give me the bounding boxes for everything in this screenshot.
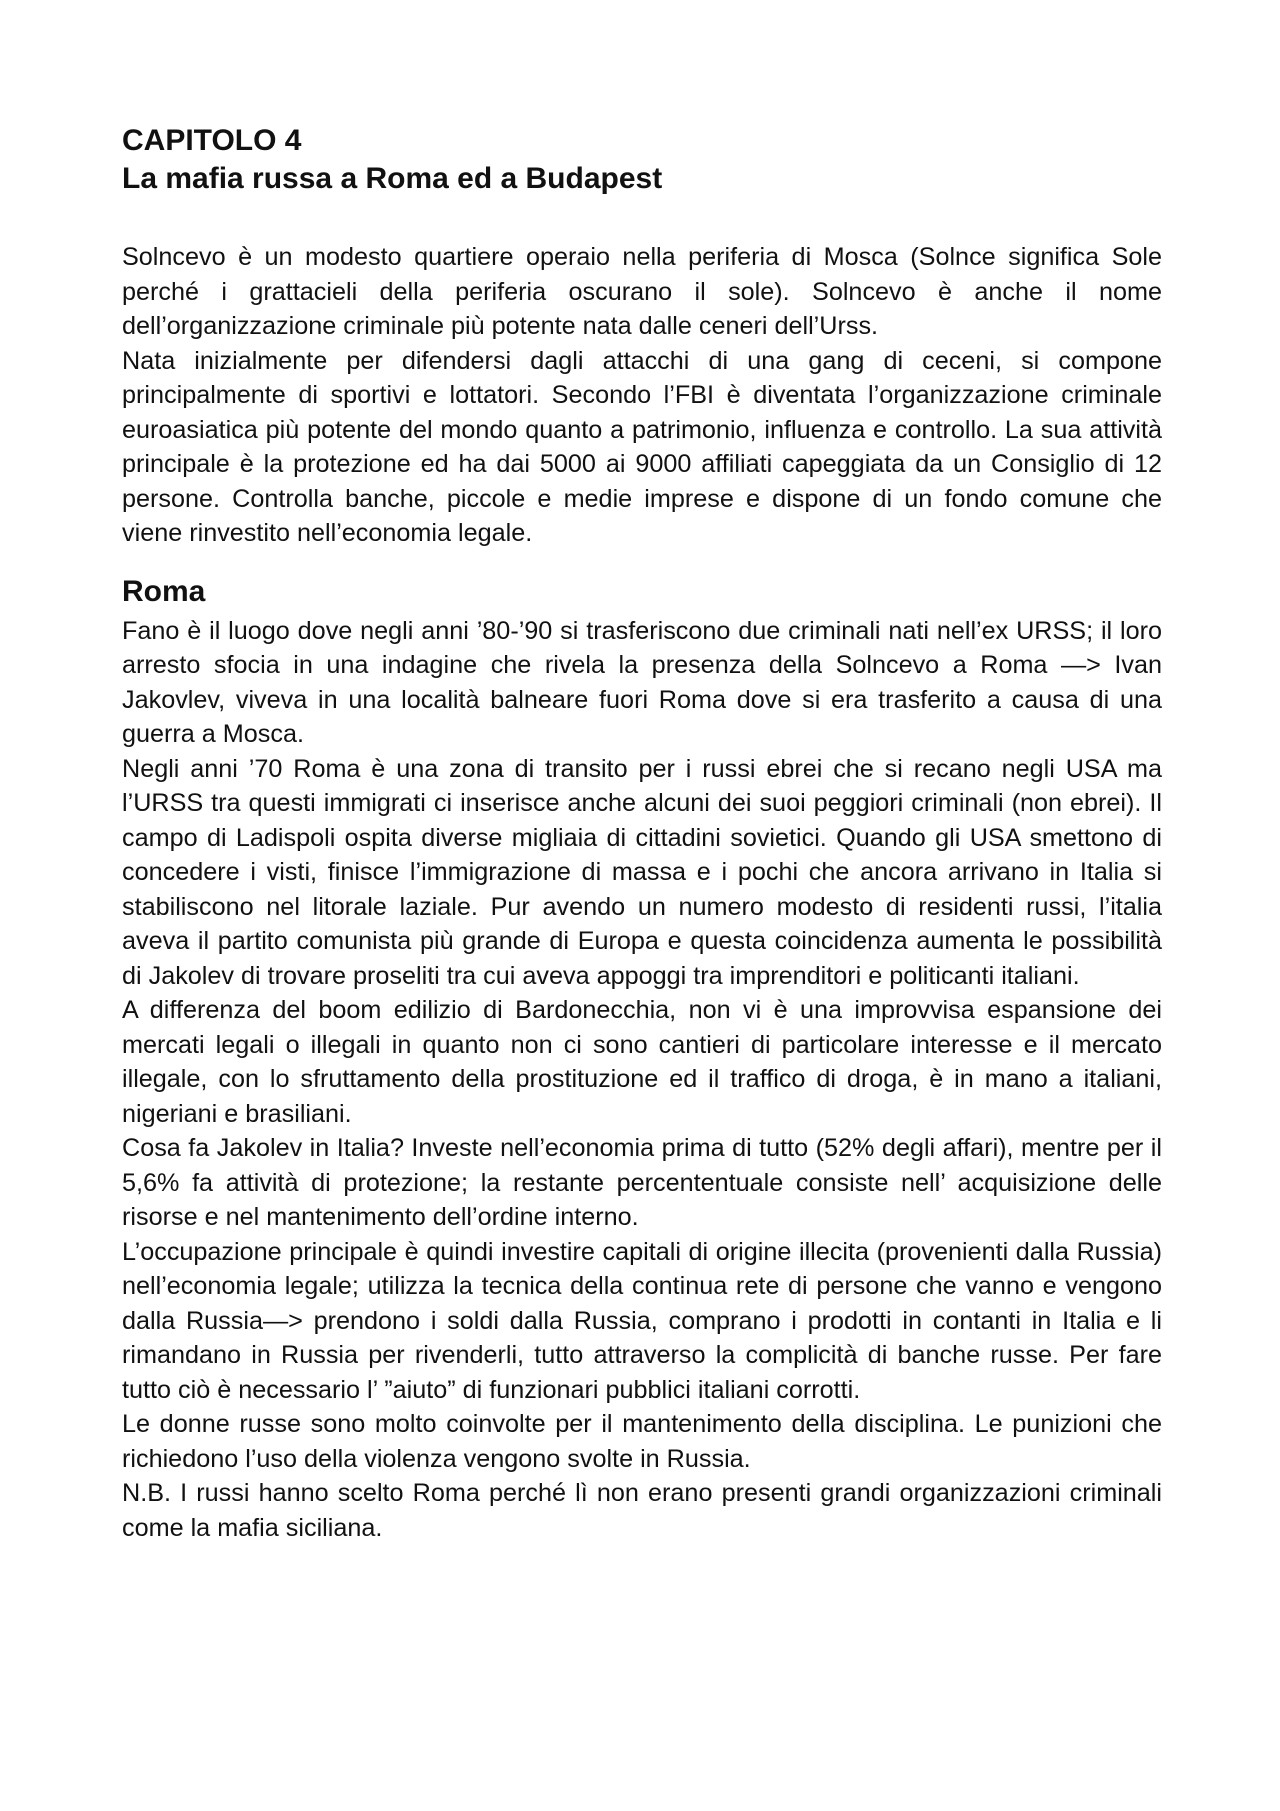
chapter-label: CAPITOLO 4 (122, 124, 302, 157)
paragraph: Cosa fa Jakolev in Italia? Investe nell’economia prima di tutto (52% degli affari), mentre per il 5,6% fa attività di protezione; la restante percententuale consiste nell’ acquisizione delle risorse e nel mantenimento dell’ordine interno. (122, 1134, 1162, 1231)
document-page (122, 122, 1162, 1545)
chapter-title: La mafia russa a Roma ed a Budapest (122, 162, 663, 195)
paragraph: Le donne russe sono molto coinvolte per il mantenimento della disciplina. Le punizioni che richiedono l’uso della violenza vengono svolte in Russia. (122, 1410, 1162, 1473)
section-heading-roma: Roma (122, 574, 206, 608)
paragraph: Fano è il luogo dove negli anni ’80-’90 si trasferiscono due criminali nati nell’ex URSS; il loro arresto sfocia in una indagine che rivela la presenza della Solncevo a Roma —> Ivan Jakovlev, viveva in una località balneare fuori Roma dove si era trasferito a causa di una guerra a Mosca. (122, 616, 1162, 748)
roma-section (122, 573, 1162, 1546)
paragraph: A differenza del boom edilizio di Bardonecchia, non vi è una improvvisa espansione dei mercati legali o illegali in quanto non ci sono cantieri di particolare interesse e il mercato illegale, con lo sfruttamento della prostituzione ed il traffico di droga, è in mano a italiani, nigeriani e brasiliani. (122, 996, 1162, 1128)
paragraph: Nata inizialmente per difendersi dagli attacchi di una gang di ceceni, si compone principalmente di sportivi e lottatori. Secondo l’FBI è diventata l’organizzazione criminale euroasiatica più potente del mondo quanto a patrimonio, influenza e controllo. La sua attività principale è la protezione ed ha dai 5000 ai 9000 affiliati capeggiata da un Consiglio di 12 persone. Controlla banche, piccole e medie imprese e dispone di un fondo comune che viene rinvestito nell’economia legale. (122, 346, 1162, 547)
intro-section (122, 240, 1162, 551)
paragraph: N.B. I russi hanno scelto Roma perché lì non erano presenti grandi organizzazioni criminali come la mafia siciliana. (122, 1479, 1162, 1542)
paragraph: L’occupazione principale è quindi investire capitali di origine illecita (provenienti dalla Russia) nell’economia legale; utilizza la tecnica della continua rete di persone che vanno e vengono dalla Russia—> prendono i soldi dalla Russia, comprano i prodotti in contanti in Italia e li rimandano in Russia per rivenderli, tutto attraverso la complicità di banche russe. Per fare tutto ciò è necessario l’ ”aiuto” di funzionari pubblici italiani corrotti. (122, 1237, 1162, 1404)
paragraph: Solncevo è un modesto quartiere operaio nella periferia di Mosca (Solnce significa Sole perché i grattacieli della periferia oscurano il sole). Solncevo è anche il nome dell’organizzazione criminale più potente nata dalle ceneri dell’Urss. (122, 243, 1162, 340)
paragraph: Negli anni ’70 Roma è una zona di transito per i russi ebrei che si recano negli USA ma l’URSS tra questi immigrati ci inserisce anche alcuni dei suoi peggiori criminali (non ebrei). Il campo di Ladispoli ospita diverse migliaia di cittadini sovietici. Quando gli USA smettono di concedere i visti, finisce l’immigrazione di massa e i pochi che ancora arrivano in Italia si stabiliscono nel litorale laziale. Pur avendo un numero modesto di residenti russi, l’italia aveva il partito comunista più grande di Europa e questa coincidenza aumenta le possibilità di Jakolev di trovare proseliti tra cui aveva appoggi tra imprenditori e politicanti italiani. (122, 754, 1162, 990)
